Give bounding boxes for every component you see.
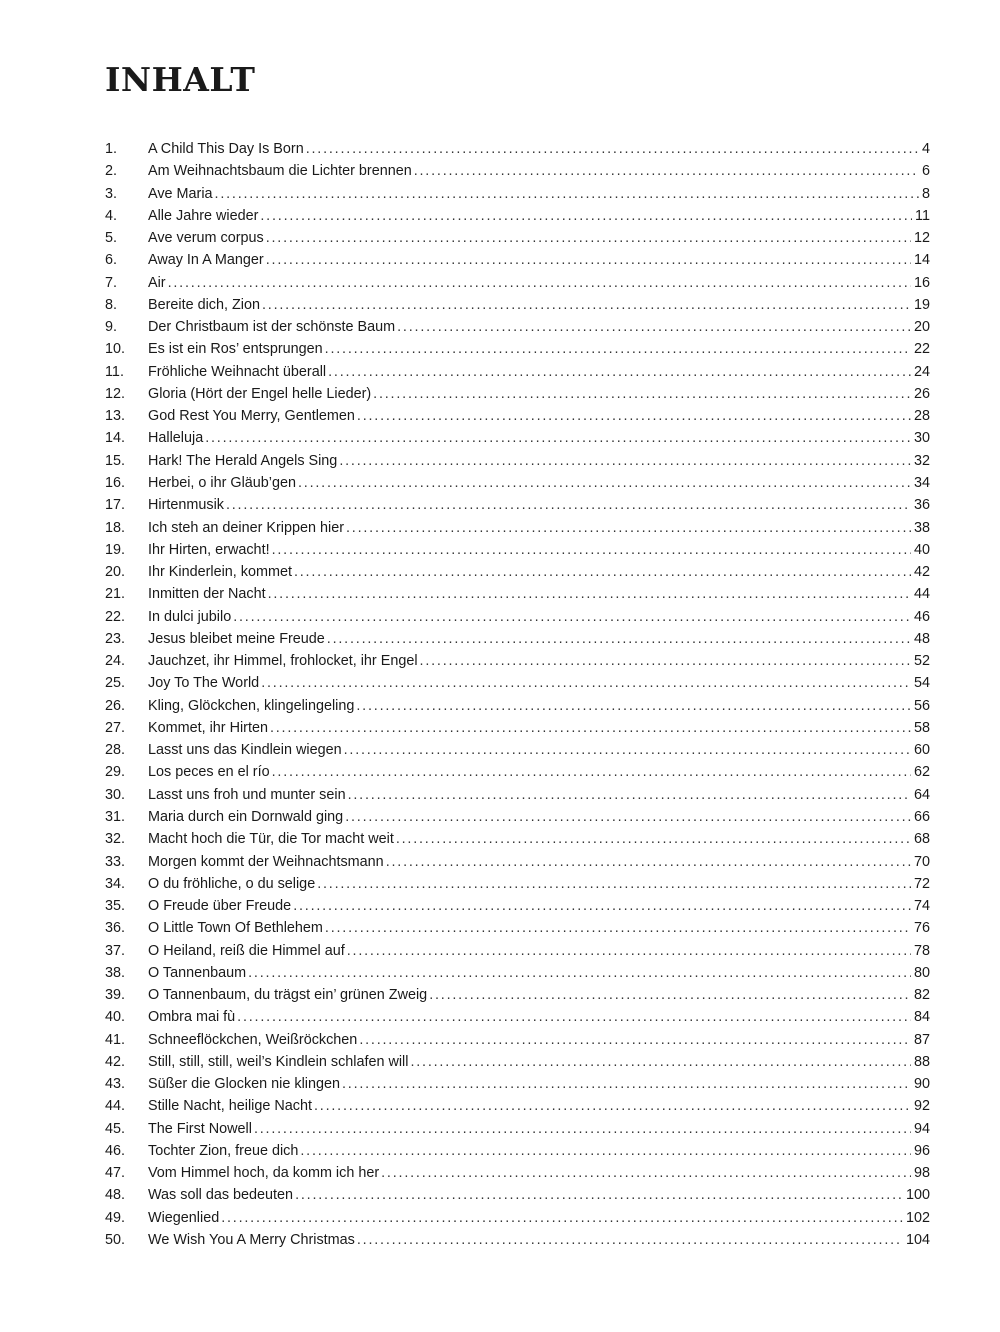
entry-page-number: 66 [913, 808, 930, 825]
dot-leader [314, 1095, 911, 1117]
dot-leader [237, 1006, 911, 1028]
entry-number: 26. [105, 697, 126, 714]
dot-leader [293, 895, 911, 917]
entry-number: 50. [105, 1232, 126, 1249]
dot-leader [396, 828, 911, 850]
toc-entry[interactable] [105, 427, 930, 449]
toc-entry[interactable] [105, 806, 930, 828]
entry-page-number: 14 [913, 252, 930, 269]
entry-number: 42. [105, 1053, 126, 1070]
entry-number: 29. [105, 764, 126, 781]
entry-number: 24. [105, 653, 126, 670]
entry-title: Kling, Glöckchen, klingelingeling [148, 697, 355, 714]
toc-entry[interactable] [105, 294, 930, 316]
entry-page-number: 70 [913, 853, 930, 870]
entry-page-number: 48 [913, 630, 930, 647]
toc-entry[interactable] [105, 1095, 930, 1117]
entry-title: Ihr Kinderlein, kommet [148, 564, 292, 581]
dot-leader [226, 494, 911, 516]
toc-entry[interactable] [105, 227, 930, 249]
dot-leader [325, 917, 911, 939]
entry-page-number: 42 [913, 564, 930, 581]
entry-title: Lasst uns froh und munter sein [148, 786, 346, 803]
toc-entry[interactable] [105, 606, 930, 628]
entry-page-number: 94 [913, 1120, 930, 1137]
toc-entry[interactable] [105, 761, 930, 783]
toc-entry[interactable] [105, 628, 930, 650]
entry-number: 4. [105, 207, 118, 224]
page-title: INHALT [105, 60, 256, 99]
toc-entry[interactable] [105, 405, 930, 427]
toc-entry[interactable] [105, 828, 930, 850]
entry-number: 44. [105, 1098, 126, 1115]
dot-leader [205, 427, 911, 449]
entry-page-number: 26 [913, 385, 930, 402]
entry-title: Süßer die Glocken nie klingen [148, 1076, 340, 1093]
entry-title: Stille Nacht, heilige Nacht [148, 1098, 312, 1115]
entry-title: Kommet, ihr Hirten [148, 719, 268, 736]
entry-number: 28. [105, 742, 126, 759]
entry-page-number: 88 [913, 1053, 930, 1070]
entry-number: 20. [105, 564, 126, 581]
entry-title: Gloria (Hört der Engel helle Lieder) [148, 385, 372, 402]
dot-leader [266, 227, 911, 249]
entry-number: 19. [105, 541, 126, 558]
entry-page-number: 36 [913, 497, 930, 514]
toc-entry[interactable] [105, 962, 930, 984]
toc-entry[interactable] [105, 249, 930, 271]
entry-number: 41. [105, 1031, 126, 1048]
dot-leader [328, 361, 911, 383]
entry-page-number: 54 [913, 675, 930, 692]
dot-leader [345, 806, 911, 828]
toc-entry[interactable] [105, 784, 930, 806]
entry-number: 47. [105, 1165, 126, 1182]
entry-number: 48. [105, 1187, 126, 1204]
entry-title: Herbei, o ihr Gläub’gen [148, 474, 296, 491]
entry-number: 31. [105, 808, 126, 825]
entry-page-number: 38 [913, 519, 930, 536]
entry-page-number: 87 [913, 1031, 930, 1048]
entry-number: 15. [105, 452, 126, 469]
entry-title: Macht hoch die Tür, die Tor macht weit [148, 831, 394, 848]
entry-page-number: 46 [913, 608, 930, 625]
entry-number: 6. [105, 252, 118, 269]
toc-entry[interactable] [105, 895, 930, 917]
entry-page-number: 100 [905, 1187, 930, 1204]
entry-title: Wiegenlied [148, 1209, 220, 1226]
entry-number: 3. [105, 185, 118, 202]
entry-page-number: 34 [913, 474, 930, 491]
entry-title: Ihr Hirten, erwacht! [148, 541, 270, 558]
entry-title: God Rest You Merry, Gentlemen [148, 408, 355, 425]
entry-title: Lasst uns das Kindlein wiegen [148, 742, 342, 759]
entry-title: Vom Himmel hoch, da komm ich her [148, 1165, 380, 1182]
dot-leader [215, 183, 919, 205]
toc-entry[interactable] [105, 361, 930, 383]
dot-leader [254, 1118, 911, 1140]
dot-leader [221, 1207, 903, 1229]
entry-page-number: 80 [913, 964, 930, 981]
entry-number: 9. [105, 319, 118, 336]
toc-entry[interactable] [105, 917, 930, 939]
entry-number: 17. [105, 497, 126, 514]
entry-title: Morgen kommt der Weihnachtsmann [148, 853, 384, 870]
entry-page-number: 76 [913, 920, 930, 937]
dot-leader [325, 338, 911, 360]
entry-title: Away In A Manger [148, 252, 264, 269]
entry-number: 10. [105, 341, 126, 358]
entry-title: Ave Maria [148, 185, 213, 202]
toc-entry[interactable] [105, 851, 930, 873]
entry-title: O Heiland, reiß die Himmel auf [148, 942, 345, 959]
toc-entry[interactable] [105, 272, 930, 294]
entry-title: We Wish You A Merry Christmas [148, 1232, 355, 1249]
toc-entry[interactable] [105, 316, 930, 338]
entry-title: Schneeflöckchen, Weißröckchen [148, 1031, 358, 1048]
dot-leader [261, 672, 911, 694]
entry-title: Bereite dich, Zion [148, 296, 260, 313]
entry-title: Alle Jahre wieder [148, 207, 259, 224]
entry-title: Hirtenmusik [148, 497, 224, 514]
entry-page-number: 92 [913, 1098, 930, 1115]
toc-entry[interactable] [105, 494, 930, 516]
entry-title: Am Weihnachtsbaum die Lichter brennen [148, 163, 412, 180]
entry-title: O Tannenbaum [148, 964, 247, 981]
table-of-contents [105, 138, 930, 1251]
entry-page-number: 84 [913, 1009, 930, 1026]
toc-entry[interactable] [105, 1006, 930, 1028]
entry-number: 8. [105, 296, 118, 313]
dot-leader [317, 873, 911, 895]
dot-leader [373, 383, 911, 405]
entry-title: Joy To The World [148, 675, 260, 692]
toc-entry[interactable] [105, 383, 930, 405]
toc-entry[interactable] [105, 1051, 930, 1073]
entry-page-number: 19 [913, 296, 930, 313]
toc-entry[interactable] [105, 160, 930, 182]
entry-number: 30. [105, 786, 126, 803]
entry-number: 11. [105, 363, 124, 380]
entry-title: A Child This Day Is Born [148, 141, 304, 157]
entry-title: Tochter Zion, freue dich [148, 1142, 299, 1159]
dot-leader [272, 539, 911, 561]
toc-entry[interactable] [105, 583, 930, 605]
toc-entry[interactable] [105, 450, 930, 472]
entry-title: O Tannenbaum, du trägst ein’ grünen Zweig [148, 987, 428, 1004]
toc-entry[interactable] [105, 1118, 930, 1140]
dot-leader [346, 517, 911, 539]
toc-entry[interactable] [105, 739, 930, 761]
entry-page-number: 24 [913, 363, 930, 380]
entry-title: O Little Town Of Bethlehem [148, 920, 323, 937]
dot-leader [327, 628, 911, 650]
entry-page-number: 52 [913, 653, 930, 670]
entry-page-number: 102 [905, 1209, 930, 1226]
dot-leader [248, 962, 911, 984]
entry-number: 45. [105, 1120, 126, 1137]
toc-entry[interactable] [105, 1162, 930, 1184]
dot-leader [410, 1051, 911, 1073]
toc-entry[interactable] [105, 517, 930, 539]
entry-page-number: 22 [913, 341, 930, 358]
entry-number: 14. [105, 430, 126, 447]
dot-leader [266, 249, 911, 271]
entry-title: Ombra mai fù [148, 1009, 236, 1026]
entry-page-number: 11 [915, 207, 930, 224]
entry-number: 23. [105, 630, 126, 647]
entry-page-number: 64 [913, 786, 930, 803]
entry-page-number: 44 [913, 586, 930, 603]
entry-number: 12. [105, 385, 126, 402]
entry-number: 43. [105, 1076, 126, 1093]
entry-number: 2. [105, 163, 118, 180]
entry-title: Still, still, still, weil’s Kindlein schlafen will [148, 1053, 409, 1070]
dot-leader [357, 1229, 903, 1251]
dot-leader [306, 138, 919, 160]
entry-number: 18. [105, 519, 126, 536]
entry-page-number: 40 [913, 541, 930, 558]
entry-page-number: 62 [913, 764, 930, 781]
toc-entry[interactable] [105, 539, 930, 561]
entry-title: Hark! The Herald Angels Sing [148, 452, 338, 469]
entry-number: 33. [105, 853, 126, 870]
entry-title: Es ist ein Ros’ entsprungen [148, 341, 323, 358]
entry-number: 34. [105, 875, 126, 892]
entry-number: 37. [105, 942, 126, 959]
toc-entry[interactable] [105, 561, 930, 583]
entry-page-number: 28 [913, 408, 930, 425]
toc-entry[interactable] [105, 1207, 930, 1229]
dot-leader [339, 450, 911, 472]
entry-title: In dulci jubilo [148, 608, 232, 625]
dot-leader [357, 405, 911, 427]
entry-title: Inmitten der Nacht [148, 586, 266, 603]
entry-title: Jauchzet, ihr Himmel, frohlocket, ihr Engel [148, 653, 418, 670]
dot-leader [429, 984, 911, 1006]
toc-entry[interactable] [105, 338, 930, 360]
entry-number: 22. [105, 608, 126, 625]
entry-page-number: 74 [913, 898, 930, 915]
entry-page-number: 6 [921, 163, 930, 180]
toc-entry[interactable] [105, 940, 930, 962]
entry-title: Halleluja [148, 430, 204, 447]
entry-page-number: 56 [913, 697, 930, 714]
dot-leader [298, 472, 911, 494]
entry-title: Was soll das bedeuten [148, 1187, 294, 1204]
toc-entry[interactable] [105, 1073, 930, 1095]
entry-number: 36. [105, 920, 126, 937]
entry-page-number: 78 [913, 942, 930, 959]
entry-page-number: 20 [913, 319, 930, 336]
entry-title: Air [148, 274, 166, 291]
entry-title: Ave verum corpus [148, 230, 264, 247]
entry-number: 1. [105, 141, 118, 157]
toc-entry[interactable] [105, 205, 930, 227]
entry-title: Maria durch ein Dornwald ging [148, 808, 344, 825]
entry-number: 25. [105, 675, 126, 692]
dot-leader [295, 1184, 903, 1206]
toc-entry[interactable] [105, 472, 930, 494]
dot-leader [348, 784, 911, 806]
entry-page-number: 30 [913, 430, 930, 447]
toc-entry[interactable] [105, 672, 930, 694]
entry-page-number: 58 [913, 719, 930, 736]
entry-page-number: 32 [913, 452, 930, 469]
toc-entry[interactable] [105, 873, 930, 895]
dot-leader [356, 695, 911, 717]
entry-page-number: 96 [913, 1142, 930, 1159]
entry-page-number: 98 [913, 1165, 930, 1182]
entry-title: Ich steh an deiner Krippen hier [148, 519, 344, 536]
entry-number: 46. [105, 1142, 126, 1159]
dot-leader [233, 606, 911, 628]
entry-number: 32. [105, 831, 126, 848]
toc-entry[interactable] [105, 1140, 930, 1162]
dot-leader [397, 316, 911, 338]
entry-number: 13. [105, 408, 126, 425]
dot-leader [344, 739, 911, 761]
toc-entry[interactable] [105, 183, 930, 205]
dot-leader [347, 940, 911, 962]
toc-entry[interactable] [105, 650, 930, 672]
dot-leader [359, 1029, 911, 1051]
entry-title: Fröhliche Weihnacht überall [148, 363, 327, 380]
entry-title: Jesus bleibet meine Freude [148, 630, 325, 647]
entry-page-number: 68 [913, 831, 930, 848]
toc-entry[interactable] [105, 138, 930, 160]
toc-entry[interactable] [105, 717, 930, 739]
entry-page-number: 8 [921, 185, 930, 202]
entry-title: O du fröhliche, o du selige [148, 875, 316, 892]
entry-title: The First Nowell [148, 1120, 252, 1137]
entry-number: 49. [105, 1209, 126, 1226]
entry-number: 21. [105, 586, 126, 603]
entry-number: 40. [105, 1009, 126, 1026]
entry-page-number: 4 [921, 141, 930, 157]
toc-entry[interactable] [105, 1029, 930, 1051]
entry-page-number: 60 [913, 742, 930, 759]
dot-leader [300, 1140, 911, 1162]
dot-leader [268, 583, 911, 605]
entry-number: 7. [105, 274, 118, 291]
entry-page-number: 12 [913, 230, 930, 247]
entry-page-number: 90 [913, 1076, 930, 1093]
entry-page-number: 104 [905, 1232, 930, 1249]
dot-leader [420, 650, 911, 672]
toc-entry[interactable] [105, 1229, 930, 1251]
dot-leader [260, 205, 912, 227]
dot-leader [414, 160, 919, 182]
entry-number: 16. [105, 474, 126, 491]
dot-leader [270, 717, 911, 739]
entry-number: 39. [105, 987, 126, 1004]
dot-leader [342, 1073, 911, 1095]
entry-number: 5. [105, 230, 118, 247]
toc-entry[interactable] [105, 695, 930, 717]
entry-page-number: 82 [913, 987, 930, 1004]
entry-number: 35. [105, 898, 126, 915]
entry-title: Der Christbaum ist der schönste Baum [148, 319, 396, 336]
toc-entry[interactable] [105, 1184, 930, 1206]
dot-leader [262, 294, 911, 316]
toc-entry[interactable] [105, 984, 930, 1006]
dot-leader [381, 1162, 911, 1184]
entry-title: Los peces en el río [148, 764, 270, 781]
dot-leader [294, 561, 911, 583]
dot-leader [272, 761, 911, 783]
entry-page-number: 16 [913, 274, 930, 291]
entry-number: 27. [105, 719, 126, 736]
dot-leader [168, 272, 911, 294]
entry-title: O Freude über Freude [148, 898, 292, 915]
dot-leader [386, 851, 911, 873]
entry-number: 38. [105, 964, 126, 981]
entry-page-number: 72 [913, 875, 930, 892]
